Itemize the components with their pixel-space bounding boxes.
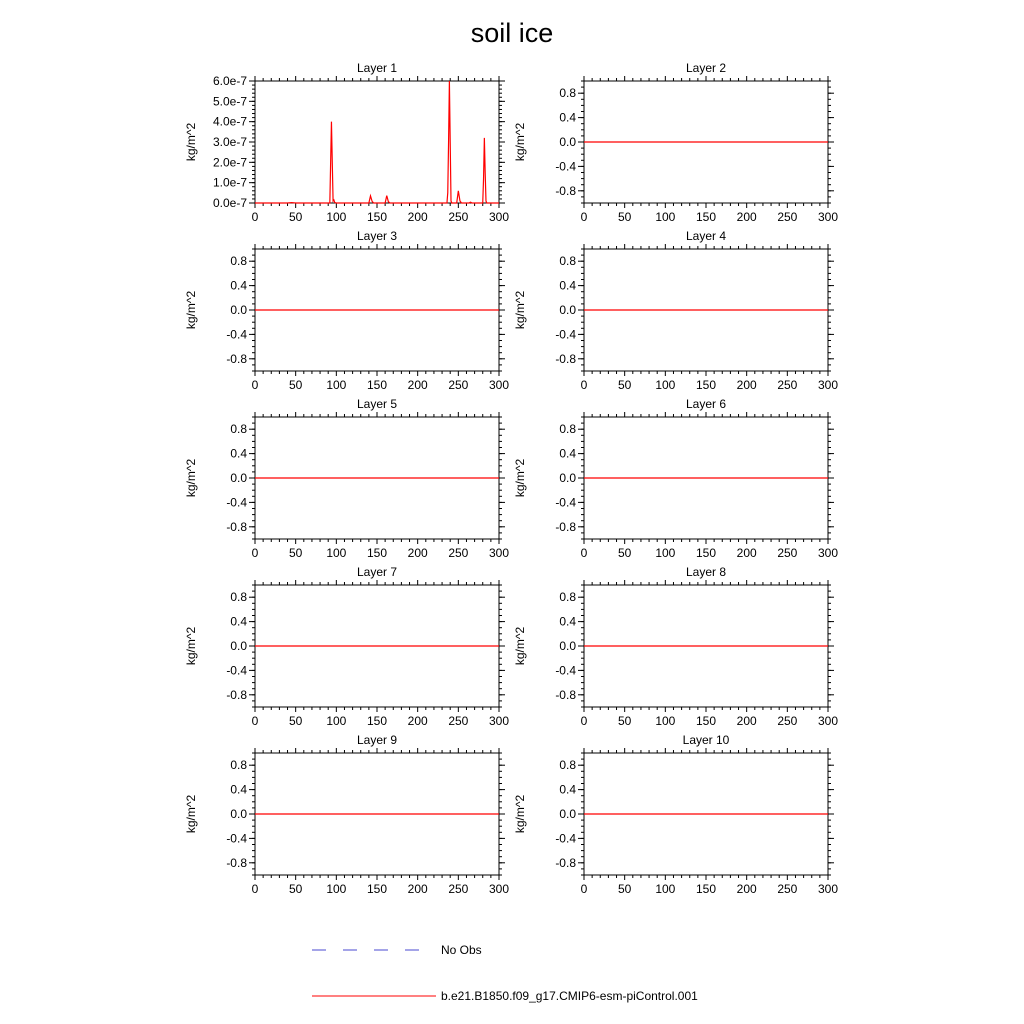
- y-tick-label: 5.0e-7: [212, 94, 247, 109]
- y-tick-label: 0.0e-7: [212, 196, 247, 210]
- y-tick-label: 0.0: [230, 639, 247, 653]
- x-tick-label: 50: [617, 210, 632, 224]
- x-tick-label: 100: [326, 714, 347, 728]
- panel-4: [513, 229, 838, 392]
- x-tick-label: 200: [407, 546, 428, 560]
- y-tick-label: -0.4: [226, 327, 247, 342]
- y-tick-label: 0.8: [230, 758, 247, 773]
- panels: [184, 61, 838, 896]
- panel-title: Layer 5: [356, 397, 398, 411]
- x-tick-label: 200: [736, 210, 757, 224]
- y-tick-label: 0.0: [559, 639, 576, 653]
- x-tick-label: 0: [580, 714, 588, 728]
- x-tick-label: 100: [326, 210, 347, 224]
- panel-6: [513, 397, 838, 560]
- y-tick-label: -0.4: [226, 831, 247, 846]
- x-tick-label: 300: [817, 378, 839, 392]
- x-tick-label: 200: [407, 378, 428, 392]
- x-tick-label: 300: [817, 210, 839, 224]
- y-tick-label: 0.4: [230, 446, 247, 461]
- x-tick-label: 300: [488, 210, 510, 224]
- x-tick-label: 0: [251, 714, 259, 728]
- y-tick-label: -0.4: [555, 327, 576, 342]
- y-tick-label: 0.4: [559, 782, 576, 797]
- y-tick-label: 0.0: [230, 303, 247, 317]
- x-tick-label: 150: [366, 210, 388, 224]
- y-tick-label: -0.8: [555, 855, 576, 870]
- y-tick-label: 0.8: [559, 590, 576, 605]
- x-tick-label: 50: [288, 882, 303, 896]
- y-axis-label: kg/m^2: [184, 458, 198, 498]
- y-tick-label: 0.8: [230, 590, 247, 605]
- y-tick-label: 2.0e-7: [212, 155, 247, 170]
- x-tick-label: 150: [366, 714, 388, 728]
- x-tick-label: 250: [448, 378, 469, 392]
- y-tick-label: 0.8: [559, 86, 576, 101]
- x-tick-label: 0: [580, 378, 588, 392]
- y-axis-label: kg/m^2: [184, 794, 198, 834]
- y-axis-label: kg/m^2: [184, 290, 198, 330]
- x-tick-label: 100: [326, 546, 347, 560]
- x-tick-label: 250: [448, 546, 469, 560]
- legend-model-label: b.e21.B1850.f09_g17.CMIP6-esm-piControl.001: [441, 989, 698, 1003]
- y-tick-label: 0.0: [230, 807, 247, 821]
- y-tick-label: 0.0: [559, 303, 576, 317]
- x-tick-label: 300: [488, 546, 510, 560]
- y-tick-label: -0.4: [555, 831, 576, 846]
- y-tick-label: -0.8: [555, 351, 576, 366]
- x-tick-label: 150: [695, 210, 717, 224]
- x-tick-label: 250: [777, 882, 798, 896]
- panel-title: Layer 6: [685, 397, 727, 411]
- x-tick-label: 200: [407, 882, 428, 896]
- y-tick-label: -0.4: [555, 663, 576, 678]
- panel-8: [513, 565, 838, 728]
- x-tick-label: 50: [288, 546, 303, 560]
- panel-5: [184, 397, 509, 560]
- x-tick-label: 0: [251, 378, 259, 392]
- y-tick-label: 0.8: [559, 758, 576, 773]
- panel-title: Layer 10: [682, 733, 730, 747]
- y-tick-label: 3.0e-7: [212, 135, 247, 149]
- x-tick-label: 200: [407, 210, 428, 224]
- legend-no-obs-label: No Obs: [441, 943, 482, 957]
- x-tick-label: 200: [407, 714, 428, 728]
- y-tick-label: -0.8: [226, 855, 247, 870]
- x-tick-label: 250: [448, 210, 469, 224]
- figure-title: soil ice: [470, 18, 554, 48]
- x-tick-label: 300: [488, 714, 510, 728]
- x-tick-label: 0: [580, 882, 588, 896]
- panel-title: Layer 4: [685, 229, 727, 243]
- y-tick-label: 0.4: [559, 110, 576, 125]
- y-tick-label: 0.4: [230, 782, 247, 797]
- x-tick-label: 250: [448, 714, 469, 728]
- y-axis-label: kg/m^2: [184, 122, 198, 162]
- panel-title: Layer 9: [356, 733, 398, 747]
- x-tick-label: 0: [580, 210, 588, 224]
- x-tick-label: 100: [326, 882, 347, 896]
- y-axis-label: kg/m^2: [513, 794, 527, 834]
- x-tick-label: 250: [777, 714, 798, 728]
- panel-9: [184, 733, 509, 896]
- y-tick-label: 0.8: [230, 254, 247, 269]
- panel-2: [513, 61, 838, 224]
- y-tick-label: -0.8: [555, 183, 576, 198]
- y-tick-label: 0.8: [559, 254, 576, 269]
- x-tick-label: 200: [736, 378, 757, 392]
- y-axis-label: kg/m^2: [513, 290, 527, 330]
- y-tick-label: 6.0e-7: [212, 74, 247, 88]
- x-tick-label: 50: [617, 546, 632, 560]
- panel-title: Layer 8: [685, 565, 727, 579]
- y-tick-label: 0.4: [559, 278, 576, 293]
- y-tick-label: 0.0: [230, 471, 247, 485]
- x-tick-label: 150: [366, 546, 388, 560]
- y-axis-label: kg/m^2: [513, 626, 527, 666]
- panel-title: Layer 2: [685, 61, 727, 75]
- y-tick-label: -0.4: [555, 495, 576, 510]
- x-tick-label: 200: [736, 882, 757, 896]
- y-tick-label: 0.4: [230, 278, 247, 293]
- x-tick-label: 50: [288, 714, 303, 728]
- y-tick-label: -0.4: [226, 663, 247, 678]
- x-tick-label: 300: [817, 546, 839, 560]
- y-tick-label: 0.4: [559, 446, 576, 461]
- x-tick-label: 0: [251, 882, 259, 896]
- x-tick-label: 50: [617, 882, 632, 896]
- series-line: [255, 81, 499, 203]
- x-tick-label: 50: [617, 378, 632, 392]
- x-tick-label: 50: [288, 210, 303, 224]
- y-tick-label: -0.8: [226, 687, 247, 702]
- x-tick-label: 150: [695, 378, 717, 392]
- x-tick-label: 150: [695, 882, 717, 896]
- y-tick-label: -0.4: [226, 495, 247, 510]
- x-tick-label: 250: [777, 546, 798, 560]
- x-tick-label: 100: [655, 210, 676, 224]
- x-tick-label: 300: [817, 714, 839, 728]
- y-tick-label: 1.0e-7: [212, 175, 247, 190]
- panel-title: Layer 7: [356, 565, 398, 579]
- x-tick-label: 50: [288, 378, 303, 392]
- x-tick-label: 200: [736, 714, 757, 728]
- x-tick-label: 0: [580, 546, 588, 560]
- x-tick-label: 300: [817, 882, 839, 896]
- x-tick-label: 300: [488, 378, 510, 392]
- y-tick-label: 0.0: [559, 807, 576, 821]
- y-axis-label: kg/m^2: [513, 122, 527, 162]
- panel-title: Layer 3: [356, 229, 398, 243]
- x-tick-label: 100: [655, 882, 676, 896]
- x-tick-label: 250: [448, 882, 469, 896]
- y-tick-label: 0.8: [230, 422, 247, 437]
- x-tick-label: 100: [655, 546, 676, 560]
- panel-1: [184, 61, 509, 224]
- panel-title: Layer 1: [356, 61, 398, 75]
- y-tick-label: 0.0: [559, 471, 576, 485]
- x-tick-label: 250: [777, 378, 798, 392]
- y-axis-label: kg/m^2: [184, 626, 198, 666]
- y-tick-label: -0.4: [555, 159, 576, 174]
- y-tick-label: 0.4: [230, 614, 247, 629]
- panel-10: [513, 733, 838, 896]
- x-tick-label: 100: [655, 378, 676, 392]
- legend: [312, 943, 698, 1003]
- x-tick-label: 0: [251, 210, 259, 224]
- y-tick-label: 0.8: [559, 422, 576, 437]
- x-tick-label: 250: [777, 210, 798, 224]
- x-tick-label: 150: [366, 378, 388, 392]
- x-tick-label: 100: [655, 714, 676, 728]
- x-tick-label: 150: [695, 546, 717, 560]
- y-tick-label: 0.4: [559, 614, 576, 629]
- x-tick-label: 100: [326, 378, 347, 392]
- plot-frame: [255, 81, 499, 203]
- x-tick-label: 200: [736, 546, 757, 560]
- y-tick-label: 0.0: [559, 135, 576, 149]
- y-tick-label: -0.8: [226, 519, 247, 534]
- y-tick-label: -0.8: [555, 687, 576, 702]
- x-tick-label: 300: [488, 882, 510, 896]
- y-tick-label: -0.8: [226, 351, 247, 366]
- panel-3: [184, 229, 509, 392]
- x-tick-label: 0: [251, 546, 259, 560]
- y-axis-label: kg/m^2: [513, 458, 527, 498]
- x-tick-label: 50: [617, 714, 632, 728]
- x-tick-label: 150: [366, 882, 388, 896]
- x-tick-label: 150: [695, 714, 717, 728]
- panel-7: [184, 565, 509, 728]
- y-tick-label: 4.0e-7: [212, 114, 247, 129]
- y-tick-label: -0.8: [555, 519, 576, 534]
